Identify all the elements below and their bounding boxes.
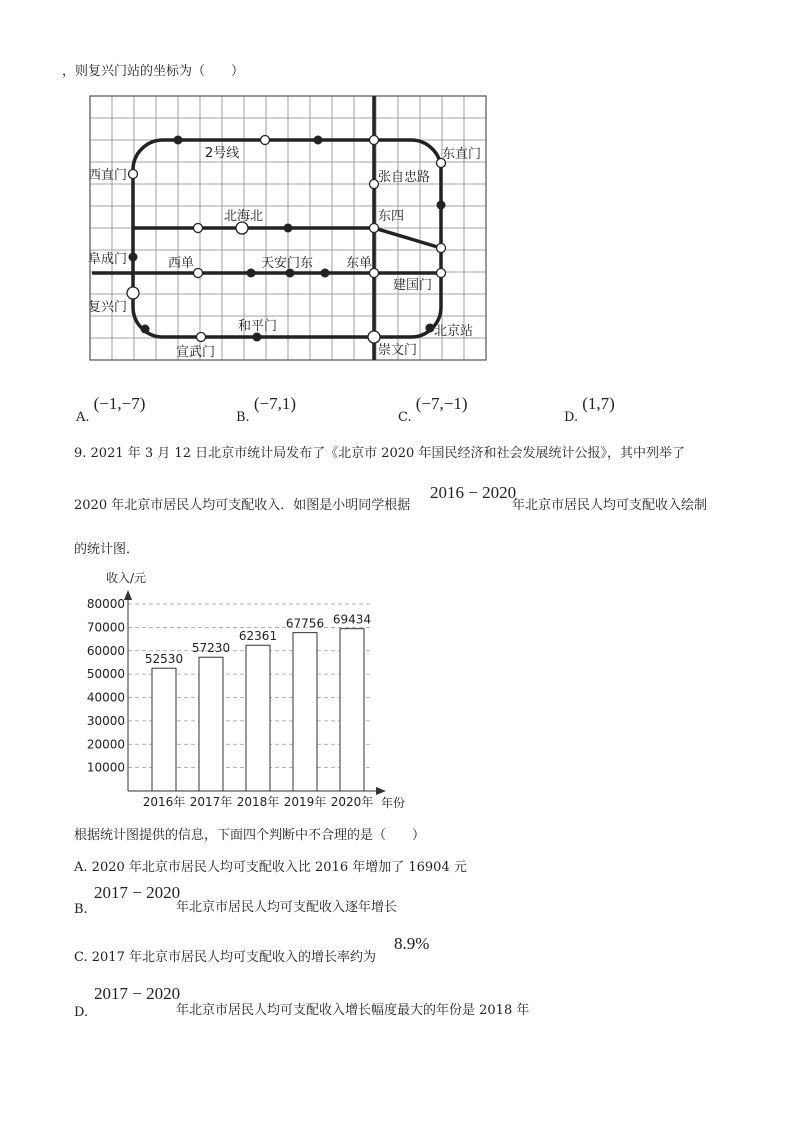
q9-line1: 9. 2021 年 3 月 12 日北京市统计局发布了《北京市 2020 年国民经济和社会发展统计公报》，其中列举了: [74, 446, 685, 461]
bar: [199, 657, 223, 791]
option-letter: C.: [398, 410, 412, 425]
x-tick-label: 2019年: [283, 795, 327, 809]
y-tick-label: 40000: [86, 690, 125, 705]
label-xidan: 西单: [168, 256, 195, 271]
x-axis-label: 年份: [381, 796, 406, 810]
y-tick-label: 80000: [86, 597, 125, 611]
option-value: (1,7): [582, 394, 615, 413]
bar-value-label: 67756: [285, 616, 325, 631]
station-dot: [194, 224, 203, 233]
option-letter: A.: [74, 860, 88, 875]
q9-option-c[interactable]: [74, 949, 376, 967]
label-dongsi: 东四: [378, 209, 405, 224]
x-tick-label: 2016年: [142, 795, 186, 809]
bar-value-label: 52530: [144, 652, 184, 667]
x-tick-label: 2018年: [236, 795, 280, 809]
label-tiananmendong: 天安门东: [261, 256, 314, 271]
label-dongdan: 东单: [346, 256, 373, 271]
option-text: 2017 年北京市居民人均可支配收入的增长率约为: [91, 950, 376, 965]
q9-option-d-letter[interactable]: D.: [74, 1005, 89, 1020]
label-xizhimen: 西直门: [88, 168, 128, 183]
bar: [340, 629, 364, 791]
q9-line2-b: 年北京市居民人均可支配收入绘制: [512, 498, 708, 513]
income-bar-chart: [0, 560, 800, 820]
q9-line2-range: 2016 − 2020: [430, 483, 517, 502]
option-letter: B.: [236, 410, 250, 425]
bar-value-label: 62361: [238, 629, 278, 644]
option-letter: C.: [74, 950, 88, 965]
station-dot: [321, 269, 330, 278]
q9-option-b-text: 年北京市居民人均可支配收入逐年增长: [176, 900, 398, 915]
q9-option-b-range: 2017 − 2020: [94, 883, 181, 902]
option-letter: D.: [564, 410, 579, 425]
station-dot: [261, 136, 270, 145]
station-dot: [129, 170, 138, 179]
label-xuanwumen: 宣武门: [176, 345, 216, 360]
label-beihaibei: 北海北: [224, 209, 264, 224]
q9-line2-a: 2020 年北京市居民人均可支配收入．如图是小明同学根据: [74, 498, 411, 513]
q8-option-b[interactable]: [236, 394, 296, 426]
station-dot: [437, 269, 446, 278]
label-fuchengmen: 阜成门: [88, 252, 128, 267]
q8-option-d[interactable]: [564, 394, 615, 426]
y-tick-label: 20000: [86, 737, 125, 752]
q9-question: 根据统计图提供的信息，下面四个判断中不合理的是（ ）: [74, 828, 426, 843]
q8-intro: ，则复兴门站的坐标为（ ）: [62, 64, 245, 79]
bar: [246, 645, 270, 791]
station-dot: [368, 331, 380, 343]
station-dot: [370, 136, 379, 145]
label-fuxingmen: 复兴门: [88, 300, 128, 315]
label-line2: 2号线: [205, 146, 240, 161]
q9-option-d-range: 2017 − 2020: [94, 984, 181, 1003]
y-tick-label: 10000: [86, 760, 125, 775]
label-jianguomen: 建国门: [393, 278, 433, 293]
y-tick-label: 70000: [86, 620, 125, 635]
option-value: (−7,1): [253, 394, 296, 413]
q9-option-b-letter[interactable]: B.: [74, 902, 88, 917]
y-axis-arrow: [124, 590, 132, 600]
q9-option-d-text: 年北京市居民人均可支配收入增长幅度最大的年份是 2018 年: [176, 1003, 530, 1018]
bar: [293, 633, 317, 791]
station-dot: [437, 201, 446, 210]
option-letter: A.: [76, 410, 90, 425]
station-dot: [247, 269, 256, 278]
station-dot: [314, 136, 323, 145]
x-tick-labels: [143, 794, 374, 809]
station-dot: [141, 325, 150, 334]
station-dot: [284, 224, 293, 233]
q9-option-a[interactable]: [74, 859, 467, 877]
y-tick-label: 30000: [86, 713, 125, 728]
y-tick-label: 60000: [86, 643, 125, 658]
line6-east: [374, 228, 441, 248]
bar: [152, 668, 176, 791]
x-tick-label: 2017年: [189, 795, 233, 809]
station-dot: [129, 253, 138, 262]
option-value: (−7,−1): [415, 394, 468, 413]
q8-option-a[interactable]: [76, 394, 146, 426]
bar-value-label: 57230: [191, 641, 231, 656]
label-hepingmen: 和平门: [238, 319, 278, 334]
y-axis-label: 收入/元: [106, 571, 147, 585]
label-beijingzhan: 北京站: [434, 324, 474, 339]
station-dot: [197, 333, 206, 342]
station-dot: [437, 244, 446, 253]
station-dot: [174, 136, 183, 145]
station-dot: [370, 224, 379, 233]
bars: [152, 629, 364, 791]
q9-option-c-value: 8.9%: [394, 934, 430, 953]
q8-option-c[interactable]: [398, 394, 468, 426]
option-text: 2020 年北京市居民人均可支配收入比 2016 年增加了 16904 元: [91, 860, 467, 875]
label-chongwenmen: 崇文门: [378, 343, 418, 358]
y-tick-labels: [87, 597, 125, 775]
option-value: (−1,−7): [93, 394, 146, 413]
q9-line3: 的统计图．: [74, 542, 140, 557]
bar-value-label: 69434: [332, 612, 372, 627]
label-dongzhimen: 东直门: [442, 147, 482, 162]
station-dot: [194, 269, 203, 278]
x-axis-arrow: [376, 787, 386, 795]
x-tick-label: 2020年: [330, 795, 374, 809]
label-zhangzizhonglu: 张自忠路: [378, 170, 431, 185]
station-dot: [127, 287, 139, 299]
y-tick-label: 50000: [86, 667, 125, 682]
